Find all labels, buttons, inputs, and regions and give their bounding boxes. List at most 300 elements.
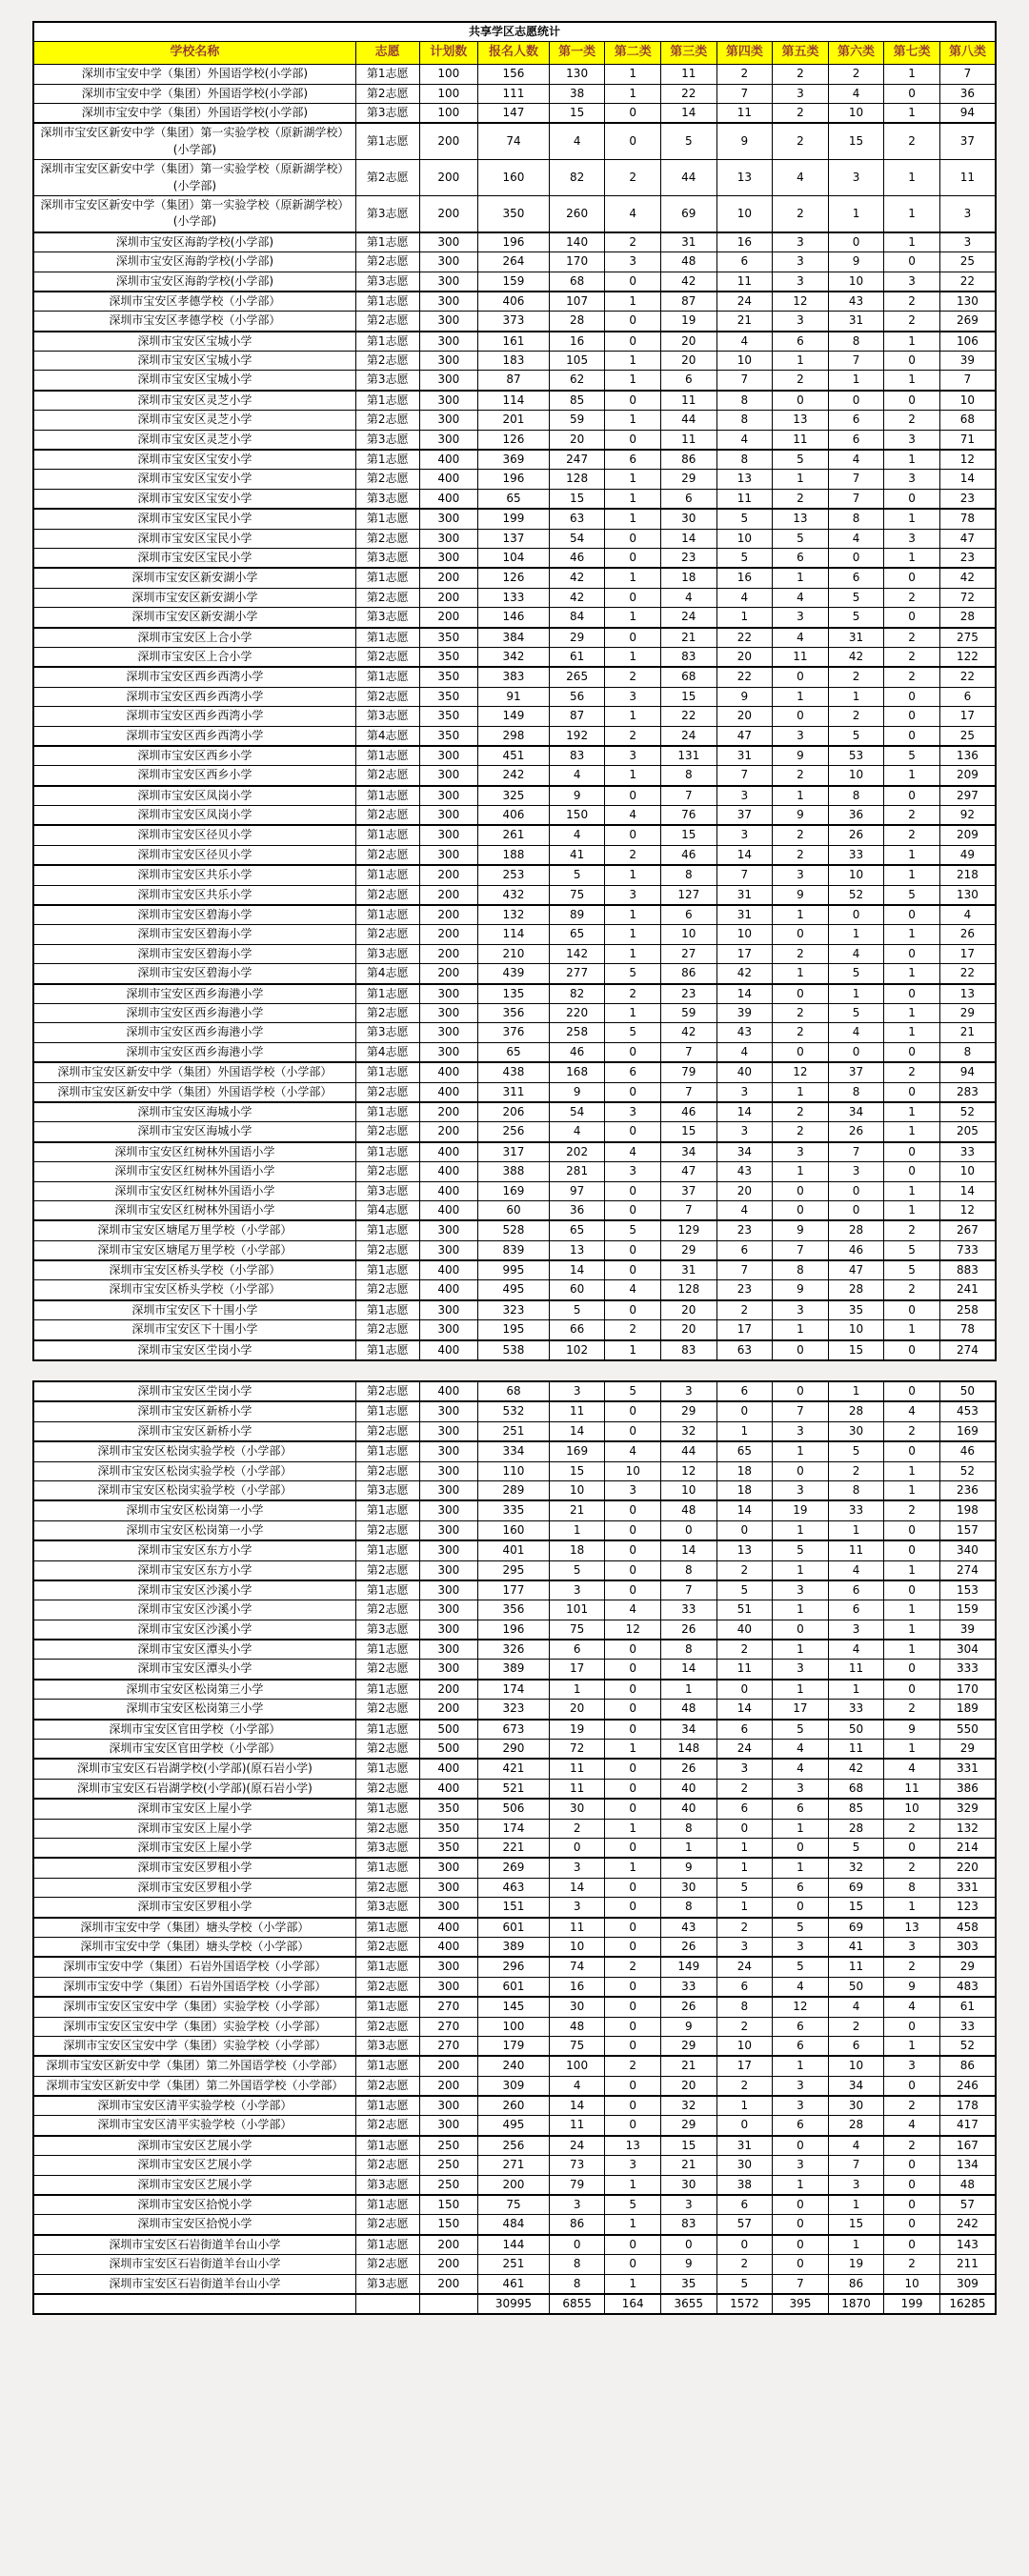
cell-school-name: 深圳市宝安中学（集团）石岩外国语学校（小学部） xyxy=(33,1977,355,1997)
cell-category-3: 21 xyxy=(661,628,717,648)
cell-category-6: 5 xyxy=(828,1839,884,1859)
cell-category-2: 0 xyxy=(605,1640,661,1660)
title-row xyxy=(33,22,996,42)
cell-category-8: 29 xyxy=(939,1740,996,1760)
cell-choice: 第3志愿 xyxy=(355,2175,419,2195)
cell-school-name: 深圳市宝安区石岩街道羊台山小学 xyxy=(33,2235,355,2255)
cell-category-5: 1 xyxy=(773,1320,829,1340)
cell-category-7: 1 xyxy=(884,65,940,84)
column-header-8: 第五类 xyxy=(773,42,829,65)
cell-category-5: 11 xyxy=(773,647,829,667)
cell-category-6: 4 xyxy=(828,1560,884,1580)
cell-school-name: 深圳市宝安区宝安小学 xyxy=(33,450,355,470)
cell-choice: 第2志愿 xyxy=(355,1740,419,1760)
cell-category-8: 218 xyxy=(939,865,996,885)
cell-category-8: 29 xyxy=(939,1957,996,1977)
cell-category-5: 12 xyxy=(773,1062,829,1082)
cell-category-2: 0 xyxy=(605,1918,661,1938)
cell-category-3: 44 xyxy=(661,411,717,430)
cell-school-name: 深圳市宝安中学（集团）外国语学校(小学部) xyxy=(33,104,355,124)
cell-category-8: 52 xyxy=(939,2036,996,2056)
cell-category-1: 168 xyxy=(549,1062,605,1082)
cell-choice: 第2志愿 xyxy=(355,1878,419,1897)
cell-category-5: 3 xyxy=(773,608,829,628)
cell-choice: 第1志愿 xyxy=(355,1997,419,2017)
cell-choice: 第1志愿 xyxy=(355,1759,419,1779)
cell-category-2: 0 xyxy=(605,1421,661,1441)
table-row xyxy=(33,1898,996,1918)
cell-category-1: 41 xyxy=(549,845,605,865)
table-row xyxy=(33,84,996,103)
cell-category-2: 0 xyxy=(605,628,661,648)
cell-category-4: 40 xyxy=(716,1062,773,1082)
cell-choice: 第1志愿 xyxy=(355,568,419,588)
cell-school-name: 深圳市宝安区官田学校（小学部） xyxy=(33,1740,355,1760)
cell-category-4: 31 xyxy=(716,885,773,905)
cell-category-7: 1 xyxy=(884,1620,940,1640)
cell-category-8: 3 xyxy=(939,232,996,252)
table-row xyxy=(33,885,996,905)
cell-category-8: 78 xyxy=(939,509,996,529)
cell-plan-count: 270 xyxy=(419,1997,478,2017)
cell-choice: 第2志愿 xyxy=(355,352,419,371)
cell-category-2: 1 xyxy=(605,1003,661,1022)
cell-school-name: 深圳市宝安区塘尾万里学校（小学部） xyxy=(33,1240,355,1260)
cell-category-8: 167 xyxy=(939,2136,996,2156)
cell-category-1: 83 xyxy=(549,746,605,766)
cell-category-8: 94 xyxy=(939,1062,996,1082)
cell-category-3: 29 xyxy=(661,1240,717,1260)
cell-category-6: 8 xyxy=(828,1480,884,1500)
table-row xyxy=(33,2235,996,2255)
table-row xyxy=(33,352,996,371)
cell-school-name: 深圳市宝安区宝民小学 xyxy=(33,529,355,548)
cell-category-5: 0 xyxy=(773,1042,829,1062)
cell-category-8: 71 xyxy=(939,430,996,450)
table-row xyxy=(33,865,996,885)
cell-choice: 第3志愿 xyxy=(355,104,419,124)
cell-category-8: 23 xyxy=(939,549,996,569)
cell-applicant-count: 135 xyxy=(478,984,550,1004)
cell-category-5: 4 xyxy=(773,160,829,196)
cell-category-1: 1 xyxy=(549,1520,605,1540)
cell-category-8: 8 xyxy=(939,1042,996,1062)
cell-category-5: 3 xyxy=(773,312,829,332)
cell-choice: 第1志愿 xyxy=(355,450,419,470)
cell-school-name: 深圳市宝安区碧海小学 xyxy=(33,905,355,925)
cell-school-name: 深圳市宝安区坣岗小学 xyxy=(33,1381,355,1401)
cell-category-2: 0 xyxy=(605,1759,661,1779)
cell-plan-count: 200 xyxy=(419,195,478,231)
cell-category-1: 82 xyxy=(549,160,605,196)
cell-category-8: 267 xyxy=(939,1220,996,1240)
cell-applicant-count: 325 xyxy=(478,786,550,806)
cell-category-6: 1 xyxy=(828,984,884,1004)
cell-category-3: 15 xyxy=(661,825,717,845)
cell-category-8: 12 xyxy=(939,1200,996,1220)
cell-category-2: 1 xyxy=(605,84,661,103)
cell-category-8: 23 xyxy=(939,489,996,509)
cell-choice: 第2志愿 xyxy=(355,1082,419,1102)
cell-category-2: 4 xyxy=(605,1142,661,1162)
cell-choice: 第1志愿 xyxy=(355,332,419,352)
table-row xyxy=(33,272,996,292)
cell-category-2: 4 xyxy=(605,195,661,231)
cell-category-5: 0 xyxy=(773,1181,829,1200)
cell-category-3: 3 xyxy=(661,1381,717,1401)
cell-category-1: 54 xyxy=(549,1102,605,1122)
cell-school-name: 深圳市宝安区石岩湖学校(小学部)(原石岩小学) xyxy=(33,1759,355,1779)
cell-choice: 第3志愿 xyxy=(355,489,419,509)
cell-choice: 第1志愿 xyxy=(355,123,419,159)
cell-category-6: 11 xyxy=(828,1957,884,1977)
cell-category-6: 10 xyxy=(828,272,884,292)
cell-category-8: 33 xyxy=(939,2017,996,2036)
cell-category-4: 2 xyxy=(716,1640,773,1660)
cell-category-3: 30 xyxy=(661,509,717,529)
cell-category-7: 0 xyxy=(884,1680,940,1700)
cell-category-3: 42 xyxy=(661,1023,717,1042)
cell-applicant-count: 538 xyxy=(478,1340,550,1360)
cell-category-4: 7 xyxy=(716,865,773,885)
cell-plan-count: 100 xyxy=(419,104,478,124)
cell-plan-count: 300 xyxy=(419,746,478,766)
cell-category-3: 14 xyxy=(661,529,717,548)
cell-category-2: 4 xyxy=(605,1600,661,1620)
cell-plan-count: 300 xyxy=(419,845,478,865)
cell-category-7: 0 xyxy=(884,568,940,588)
cell-category-2: 2 xyxy=(605,667,661,687)
cell-category-3: 129 xyxy=(661,1220,717,1240)
cell-category-2: 5 xyxy=(605,1220,661,1240)
cell-category-2: 5 xyxy=(605,1023,661,1042)
cell-applicant-count: 995 xyxy=(478,1260,550,1280)
cell-category-3: 20 xyxy=(661,2076,717,2096)
table-body-section-1 xyxy=(33,65,996,1360)
cell-category-8: 28 xyxy=(939,608,996,628)
cell-category-2: 0 xyxy=(605,529,661,548)
cell-applicant-count: 242 xyxy=(478,766,550,786)
cell-plan-count: 400 xyxy=(419,489,478,509)
cell-category-3: 12 xyxy=(661,1461,717,1480)
cell-plan-count: 400 xyxy=(419,1062,478,1082)
cell-category-3: 4 xyxy=(661,588,717,607)
cell-category-8: 550 xyxy=(939,1720,996,1740)
cell-category-3: 42 xyxy=(661,272,717,292)
cell-school-name: 深圳市宝安区艺展小学 xyxy=(33,2175,355,2195)
table-row xyxy=(33,1680,996,1700)
cell-category-6: 5 xyxy=(828,1003,884,1022)
column-header-6: 第三类 xyxy=(661,42,717,65)
cell-plan-count: 300 xyxy=(419,806,478,826)
cell-school-name: 深圳市宝安区西乡海港小学 xyxy=(33,984,355,1004)
cell-category-2: 0 xyxy=(605,1680,661,1700)
cell-plan-count: 200 xyxy=(419,2056,478,2076)
cell-category-2: 1 xyxy=(605,2215,661,2235)
cell-category-8: 49 xyxy=(939,845,996,865)
cell-category-8: 275 xyxy=(939,628,996,648)
cell-plan-count: 300 xyxy=(419,411,478,430)
volunteer-stats-table-section-2 xyxy=(32,1380,997,2315)
cell-category-7: 1 xyxy=(884,232,940,252)
cell-category-1: 21 xyxy=(549,1500,605,1520)
cell-category-2: 0 xyxy=(605,1300,661,1320)
cell-category-8: 26 xyxy=(939,925,996,944)
cell-applicant-count: 210 xyxy=(478,944,550,963)
cell-plan-count: 300 xyxy=(419,1600,478,1620)
cell-category-5: 2 xyxy=(773,1102,829,1122)
cell-category-3: 83 xyxy=(661,1340,717,1360)
cell-category-3: 14 xyxy=(661,104,717,124)
cell-category-3: 18 xyxy=(661,568,717,588)
table-row xyxy=(33,786,996,806)
cell-category-7: 1 xyxy=(884,104,940,124)
cell-category-3: 20 xyxy=(661,1320,717,1340)
cell-category-7: 1 xyxy=(884,2036,940,2056)
cell-category-7: 0 xyxy=(884,707,940,726)
cell-category-6: 0 xyxy=(828,1200,884,1220)
cell-category-8: 205 xyxy=(939,1122,996,1142)
cell-category-6: 8 xyxy=(828,509,884,529)
cell-category-2: 0 xyxy=(605,1660,661,1680)
cell-category-5: 6 xyxy=(773,1878,829,1897)
cell-category-7: 1 xyxy=(884,1461,940,1480)
cell-category-6: 1 xyxy=(828,1381,884,1401)
cell-choice: 第3志愿 xyxy=(355,2036,419,2056)
cell-category-2: 2 xyxy=(605,160,661,196)
cell-category-8: 3 xyxy=(939,195,996,231)
cell-category-2: 1 xyxy=(605,292,661,312)
cell-category-4: 24 xyxy=(716,1957,773,1977)
cell-category-4: 6 xyxy=(716,252,773,272)
cell-category-6: 4 xyxy=(828,1023,884,1042)
cell-category-5: 0 xyxy=(773,2136,829,2156)
cell-category-7: 0 xyxy=(884,1142,940,1162)
cell-category-8: 303 xyxy=(939,1937,996,1957)
cell-category-6: 4 xyxy=(828,944,884,963)
cell-category-7: 2 xyxy=(884,588,940,607)
cell-category-4: 1 xyxy=(716,2096,773,2116)
cell-category-2: 1 xyxy=(605,568,661,588)
table-row xyxy=(33,1918,996,1938)
cell-category-1: 63 xyxy=(549,509,605,529)
cell-category-8: 331 xyxy=(939,1878,996,1897)
cell-category-4: 43 xyxy=(716,1162,773,1181)
cell-choice: 第2志愿 xyxy=(355,1560,419,1580)
cell-category-4: 38 xyxy=(716,2175,773,2195)
cell-category-7: 2 xyxy=(884,1700,940,1720)
cell-plan-count: 300 xyxy=(419,1500,478,1520)
cell-category-5: 2 xyxy=(773,845,829,865)
cell-plan-count: 200 xyxy=(419,1102,478,1122)
cell-category-5: 5 xyxy=(773,1957,829,1977)
cell-category-7: 2 xyxy=(884,1220,940,1240)
cell-school-name: 深圳市宝安区上屋小学 xyxy=(33,1799,355,1819)
table-row xyxy=(33,1977,996,1997)
table-row xyxy=(33,845,996,865)
cell-category-7: 2 xyxy=(884,806,940,826)
cell-applicant-count: 126 xyxy=(478,430,550,450)
cell-applicant-count: 195 xyxy=(478,1320,550,1340)
cell-category-2: 0 xyxy=(605,825,661,845)
cell-category-4: 63 xyxy=(716,1340,773,1360)
cell-plan-count: 400 xyxy=(419,1937,478,1957)
cell-category-2: 0 xyxy=(605,2017,661,2036)
cell-choice: 第1志愿 xyxy=(355,1300,419,1320)
cell-school-name: 深圳市宝安区新安湖小学 xyxy=(33,568,355,588)
cell-category-8: 10 xyxy=(939,1162,996,1181)
cell-category-4: 11 xyxy=(716,1660,773,1680)
cell-category-8: 331 xyxy=(939,1759,996,1779)
cell-school-name: 深圳市宝安区坣岗小学 xyxy=(33,1340,355,1360)
cell-category-1: 42 xyxy=(549,568,605,588)
cell-category-1: 89 xyxy=(549,905,605,925)
cell-category-8: 169 xyxy=(939,1421,996,1441)
cell-category-1: 68 xyxy=(549,272,605,292)
cell-category-6: 69 xyxy=(828,1918,884,1938)
cell-category-1: 105 xyxy=(549,352,605,371)
cell-category-6: 11 xyxy=(828,1740,884,1760)
cell-category-2: 164 xyxy=(605,2294,661,2314)
cell-category-1: 17 xyxy=(549,1660,605,1680)
cell-category-4: 6 xyxy=(716,1720,773,1740)
cell-category-8: 22 xyxy=(939,667,996,687)
cell-choice: 第1志愿 xyxy=(355,232,419,252)
cell-category-8: 61 xyxy=(939,1997,996,2017)
cell-category-5: 1 xyxy=(773,964,829,984)
cell-category-6: 50 xyxy=(828,1720,884,1740)
cell-choice: 第4志愿 xyxy=(355,1042,419,1062)
cell-applicant-count: 289 xyxy=(478,1480,550,1500)
cell-category-8: 50 xyxy=(939,1381,996,1401)
cell-category-7: 10 xyxy=(884,1799,940,1819)
cell-category-1: 14 xyxy=(549,1878,605,1897)
table-row xyxy=(33,104,996,124)
cell-category-3: 11 xyxy=(661,430,717,450)
cell-category-5: 3 xyxy=(773,1660,829,1680)
cell-category-3: 87 xyxy=(661,292,717,312)
cell-category-1: 61 xyxy=(549,647,605,667)
cell-category-2: 0 xyxy=(605,1580,661,1600)
cell-category-4: 43 xyxy=(716,1023,773,1042)
cell-category-2: 1 xyxy=(605,647,661,667)
cell-category-3: 15 xyxy=(661,2136,717,2156)
cell-applicant-count: 389 xyxy=(478,1660,550,1680)
cell-school-name: 深圳市宝安区石岩湖学校(小学部)(原石岩小学) xyxy=(33,1779,355,1799)
cell-choice: 第2志愿 xyxy=(355,1240,419,1260)
cell-plan-count: 300 xyxy=(419,1580,478,1600)
cell-category-2: 0 xyxy=(605,1520,661,1540)
cell-category-8: 246 xyxy=(939,2076,996,2096)
cell-category-2: 0 xyxy=(605,1878,661,1897)
table-row xyxy=(33,667,996,687)
cell-category-2: 0 xyxy=(605,2036,661,2056)
cell-category-6: 6 xyxy=(828,1600,884,1620)
table-row xyxy=(33,2156,996,2175)
cell-applicant-count: 373 xyxy=(478,312,550,332)
cell-category-4: 0 xyxy=(716,1520,773,1540)
cell-category-3: 29 xyxy=(661,470,717,489)
cell-category-1: 85 xyxy=(549,391,605,411)
cell-plan-count: 300 xyxy=(419,1023,478,1042)
table-row xyxy=(33,2096,996,2116)
cell-category-8: 417 xyxy=(939,2116,996,2136)
cell-category-1: 87 xyxy=(549,707,605,726)
cell-plan-count: 300 xyxy=(419,272,478,292)
cell-plan-count: 500 xyxy=(419,1740,478,1760)
cell-plan-count: 350 xyxy=(419,1799,478,1819)
cell-school-name: 深圳市宝安区西乡西湾小学 xyxy=(33,726,355,746)
cell-category-7: 0 xyxy=(884,1660,940,1680)
cell-school-name: 深圳市宝安中学（集团）塘头学校（小学部） xyxy=(33,1937,355,1957)
table-row xyxy=(33,1122,996,1142)
cell-category-7: 1 xyxy=(884,1560,940,1580)
cell-category-1: 169 xyxy=(549,1441,605,1461)
cell-category-7: 8 xyxy=(884,1878,940,1897)
table-row xyxy=(33,1181,996,1200)
cell-plan-count: 400 xyxy=(419,1779,478,1799)
cell-applicant-count: 144 xyxy=(478,2235,550,2255)
cell-category-4: 9 xyxy=(716,687,773,706)
cell-category-2: 0 xyxy=(605,2096,661,2116)
cell-plan-count: 350 xyxy=(419,707,478,726)
cell-category-8: 130 xyxy=(939,292,996,312)
cell-school-name: 深圳市宝安区西乡小学 xyxy=(33,746,355,766)
cell-category-6: 3 xyxy=(828,1620,884,1640)
cell-category-6: 28 xyxy=(828,1819,884,1838)
cell-plan-count: 300 xyxy=(419,352,478,371)
cell-category-8: 242 xyxy=(939,2215,996,2235)
cell-category-6: 30 xyxy=(828,1421,884,1441)
cell-category-2: 1 xyxy=(605,2175,661,2195)
cell-category-3: 48 xyxy=(661,1700,717,1720)
table-row xyxy=(33,746,996,766)
cell-choice: 第1志愿 xyxy=(355,825,419,845)
cell-category-3: 26 xyxy=(661,1620,717,1640)
cell-category-5: 1 xyxy=(773,687,829,706)
cell-school-name: 深圳市宝安区沙溪小学 xyxy=(33,1580,355,1600)
cell-category-4: 4 xyxy=(716,1200,773,1220)
cell-category-8: 274 xyxy=(939,1560,996,1580)
cell-school-name: 深圳市宝安区西乡小学 xyxy=(33,766,355,786)
cell-plan-count: 300 xyxy=(419,1461,478,1480)
cell-category-7: 0 xyxy=(884,1340,940,1360)
cell-category-1: 3 xyxy=(549,1898,605,1918)
column-header-4: 第一类 xyxy=(549,42,605,65)
cell-plan-count: 300 xyxy=(419,1977,478,1997)
cell-choice: 第1志愿 xyxy=(355,1680,419,1700)
cell-plan-count: 300 xyxy=(419,312,478,332)
cell-category-1: 62 xyxy=(549,371,605,391)
cell-category-2: 0 xyxy=(605,1560,661,1580)
cell-category-8: 25 xyxy=(939,252,996,272)
cell-category-2: 0 xyxy=(605,1082,661,1102)
volunteer-stats-table-section-1 xyxy=(32,21,997,1361)
cell-category-4: 42 xyxy=(716,964,773,984)
cell-category-6: 2 xyxy=(828,1461,884,1480)
cell-category-3: 14 xyxy=(661,1540,717,1560)
cell-school-name: 深圳市宝安区碧海小学 xyxy=(33,964,355,984)
cell-plan-count: 300 xyxy=(419,1878,478,1897)
cell-category-1: 0 xyxy=(549,2235,605,2255)
cell-category-5: 2 xyxy=(773,489,829,509)
cell-category-5: 12 xyxy=(773,292,829,312)
cell-category-1: 4 xyxy=(549,123,605,159)
cell-category-2: 0 xyxy=(605,123,661,159)
cell-applicant-count: 484 xyxy=(478,2215,550,2235)
cell-category-6: 6 xyxy=(828,2036,884,2056)
cell-category-6: 7 xyxy=(828,489,884,509)
